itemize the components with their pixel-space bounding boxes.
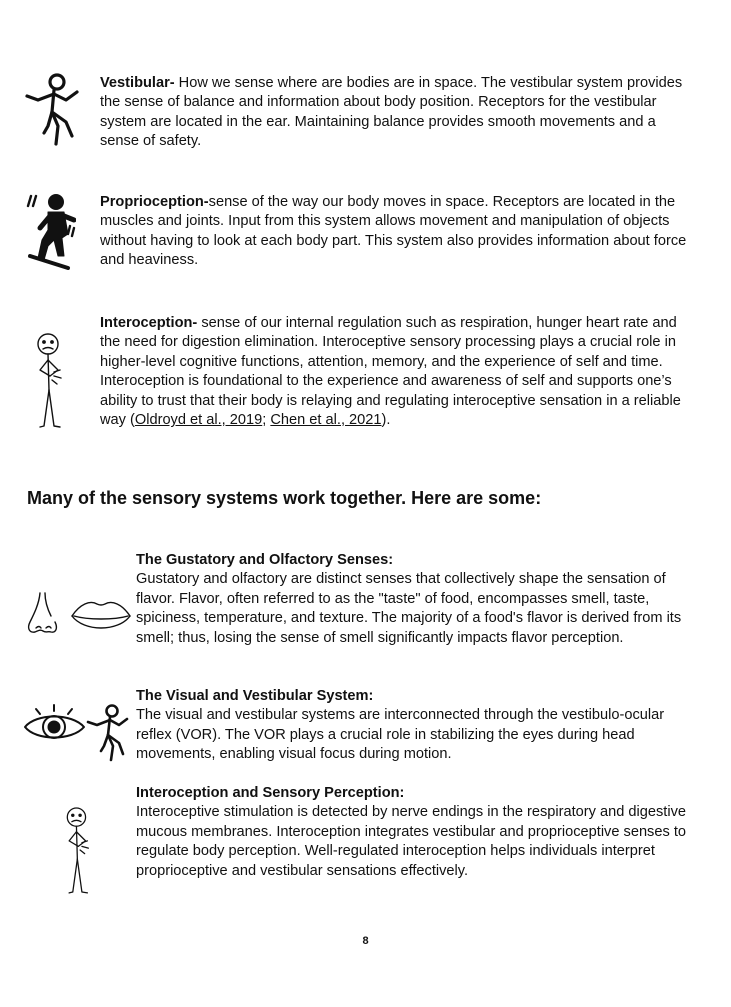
visual-title: The Visual and Vestibular System: — [136, 688, 374, 704]
balancing-figure-icon — [22, 70, 84, 150]
balancing-figure-icon-small — [84, 702, 132, 764]
interoception-term: Interoception- — [100, 315, 198, 331]
citation-chen-link[interactable]: Chen et al., 2021 — [270, 412, 382, 429]
page-number: 8 — [362, 935, 369, 947]
citation-separator: ; — [262, 412, 271, 429]
gustatory-title: The Gustatory and Olfactory Senses: — [136, 552, 394, 568]
proprioception-text: sense of the way our body moves in space. Receptors are located in the muscles and joints. Input from this system allows movement and manipulation of objects without having to look at each body part. This system also provides information about force and heaviness. — [100, 194, 687, 269]
nose-icon — [24, 590, 62, 636]
gustatory-text: Gustatory and olfactory are distinct senses that collectively shape the sensation of flavor. Flavor, often referred to as the "taste" of food, encompasses smell, taste, spiciness, temperature, and texture. The majority of a food's flavor is derived from its smell; thus, losing the sense of smell significantly impacts flavor perception. — [136, 571, 682, 646]
intero-sensory-title: Interoception and Sensory Perception: — [136, 785, 405, 801]
vestibular-text: How we sense where are bodies are in space. The vestibular system provides the sense of balance and information about body position. Receptors for the vestibular system are located in the ear. Maintaining balance provides smooth movements and a sense of safety. — [100, 75, 683, 150]
intero-sensory-text: Interoceptive stimulation is detected by nerve endings in the respiratory and digestive mucous membranes. Interoception integrates vestibular and proprioceptive senses to regulate body perception. Well-regulated interoception helps individuals interpret proprioceptive and vestibular sensations effectively. — [136, 804, 687, 879]
stick-figure-stomach-icon — [30, 330, 76, 430]
stick-figure-stomach-icon-2 — [60, 800, 102, 900]
vestibular-term: Vestibular- — [100, 75, 175, 91]
eye-icon — [22, 702, 88, 748]
proprioception-term: Proprioception- — [100, 194, 209, 210]
citation-close: ). — [381, 412, 391, 429]
lips-icon — [70, 596, 132, 636]
surfing-figure-icon — [24, 190, 76, 270]
citation-oldroyd-link[interactable]: Oldroyd et al., 2019 — [134, 412, 263, 429]
interoception-text: sense of our internal regulation such as respiration, hunger heart rate and the need for digestion elimination. Interoceptive sensory processing plays a crucial role in higher-level cognitive functions, attention, memory, and the experience of self and time. Interoception is foundational to the experience and awareness of self and supports one’s ability to trust that their body is relaying and regulating interoceptive sensation in a reliable way ( — [100, 315, 681, 429]
section-heading: Many of the sensory systems work together. Here are some: — [27, 488, 542, 508]
visual-text: The visual and vestibular systems are interconnected through the vestibulo-ocular reflex (VOR). The VOR plays a crucial role in stabilizing the eyes during head movements, enabling visual focus during motion. — [136, 707, 665, 763]
